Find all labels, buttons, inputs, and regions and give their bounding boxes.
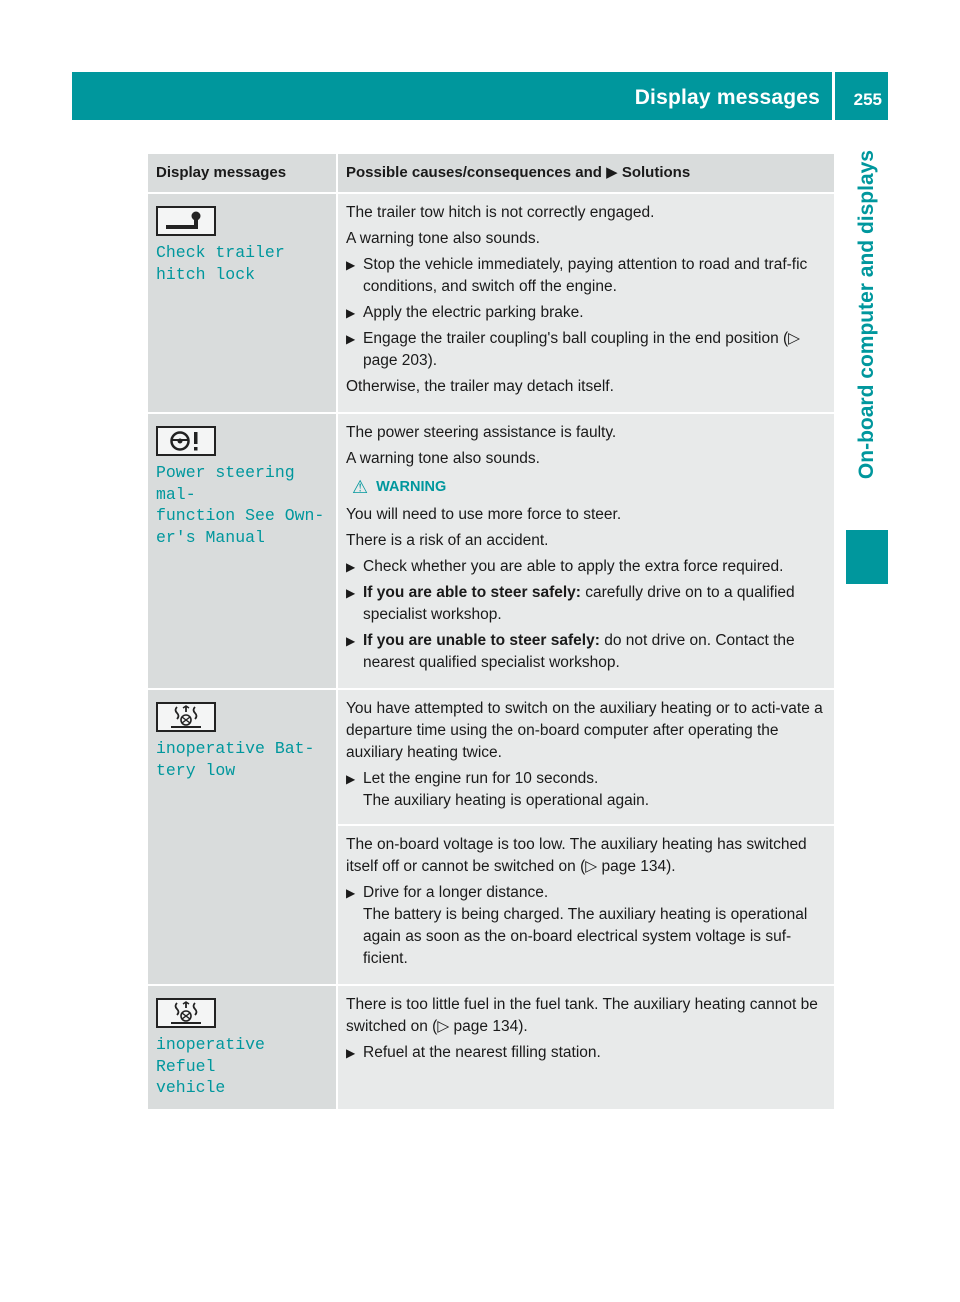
consequence-text: Otherwise, the trailer may detach itself. [346,378,614,395]
cause-text: A warning tone also sounds. [346,230,540,247]
warning-triangle-icon: ⚠ [352,477,369,497]
step-result-text: The auxiliary heating is operational again. [363,792,650,809]
solution-step [346,582,826,626]
display-message-text [156,738,328,781]
side-tab-marker [846,530,888,584]
display-line: inoperative Refuel [156,1035,265,1076]
step-result-text: The battery is being charged. The auxiliary heating is operational again as soon as the on-board electrical system voltage is suf-ficient. [363,906,808,967]
cause-text: The power steering assistance is faulty. [346,424,617,441]
col-header-solutions-label: Solutions [621,164,691,181]
steering-wheel-warning-icon [156,426,216,456]
step-text: Drive for a longer distance. [363,884,549,901]
solution-arrow-icon: ▶ [606,164,618,181]
step-arrow-icon: ▶ [346,306,356,320]
display-line: tery low [156,760,236,780]
solution-cell [336,984,834,1109]
cause-text: The on-board voltage is too low. The auxiliary heating has switched itself off or cannot be switched on (▷ page 134). [346,836,807,875]
display-message-text [156,242,328,285]
display-message-cell [148,984,336,1109]
warning-heading [352,476,826,498]
step-condition: If you are unable to steer safely: [363,632,600,649]
solution-step [346,630,826,674]
side-section-tab [846,150,888,570]
warning-text: You will need to use more force to steer. [346,506,622,523]
col-header-text: Possible causes/consequences and [346,164,602,181]
display-line: vehicle [156,1078,226,1097]
step-text: Engage the trailer coupling's ball coupling in the end position (▷ page 203). [363,330,801,369]
page-number: 255 [853,90,882,109]
auxiliary-heating-icon [156,702,216,732]
trailer-hitch-icon [156,206,216,236]
step-arrow-icon: ▶ [346,258,356,272]
table-header-row [148,154,834,192]
solution-step [346,882,826,970]
step-arrow-icon: ▶ [346,560,356,574]
display-line: Check trailer [156,243,285,262]
solution-step [346,556,826,578]
display-message-text [156,1034,328,1099]
solution-step [346,254,826,298]
display-line: function See Own‐ [156,506,325,525]
display-message-cell [148,192,336,412]
auxiliary-heating-icon [156,998,216,1028]
step-arrow-icon: ▶ [346,772,356,786]
solution-step [346,302,826,324]
display-line: Power steering mal‐ [156,463,295,504]
solution-cell [336,412,834,688]
step-text: Check whether you are able to apply the extra force required. [363,558,784,575]
solution-step [346,328,826,372]
col-header-display-messages: Display messages [148,154,336,192]
table-row [148,688,834,984]
display-line: inoperative Bat‐ [156,739,315,758]
step-text: do not drive on. Contact the nearest qualified specialist workshop. [363,632,795,671]
solution-step [346,1042,826,1064]
table-row [148,412,834,688]
display-message-cell [148,412,336,688]
step-text: Stop the vehicle immediately, paying attention to road and traf-fic conditions, and switch off the engine. [363,256,808,295]
display-message-cell [148,688,336,984]
sub-row-divider [338,824,834,826]
cause-text: The trailer tow hitch is not correctly engaged. [346,204,655,221]
solution-step [346,768,826,812]
step-arrow-icon: ▶ [346,1046,356,1060]
display-line: hitch lock [156,264,256,284]
display-messages-table [148,154,834,1109]
col-header-solutions [336,154,834,192]
header-divider [832,72,835,120]
step-text: Apply the electric parking brake. [363,304,584,321]
page-header [72,72,888,120]
table-row [148,984,834,1109]
step-arrow-icon: ▶ [346,886,356,900]
step-arrow-icon: ▶ [346,634,356,648]
step-arrow-icon: ▶ [346,332,356,346]
cause-text: There is too little fuel in the fuel tank. The auxiliary heating cannot be switched on (▷ page 134). [346,996,818,1035]
step-text: Refuel at the nearest filling station. [363,1044,601,1061]
cause-text: You have attempted to switch on the auxiliary heating or to acti-vate a departure time using the on-board computer after operating the auxiliary heating twice. [346,700,823,761]
solution-cell [336,688,834,984]
header-title: Display messages [634,86,820,109]
warning-label: WARNING [376,479,447,495]
step-text: Let the engine run for 10 seconds. [363,770,599,787]
step-text: carefully drive on to a qualified specialist workshop. [363,584,795,623]
side-section-label: On-board computer and displays [855,150,878,480]
solution-cell [336,192,834,412]
display-line: er's Manual [156,527,265,547]
table-row [148,192,834,412]
warning-text: There is a risk of an accident. [346,532,549,549]
display-message-text [156,462,328,548]
cause-text: A warning tone also sounds. [346,450,540,467]
step-arrow-icon: ▶ [346,586,356,600]
step-condition: If you are able to steer safely: [363,584,581,601]
